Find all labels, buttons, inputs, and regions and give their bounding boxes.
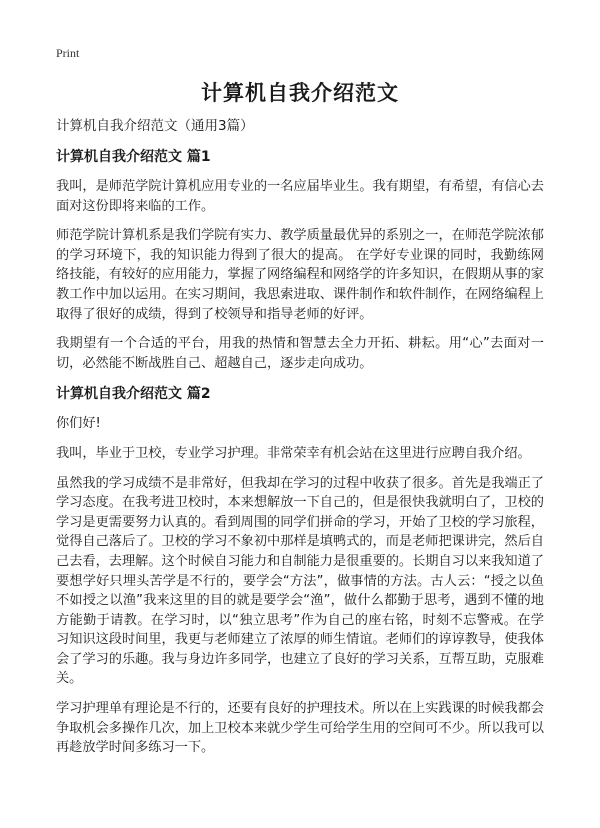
print-link[interactable]: Print <box>56 46 80 60</box>
section-heading-2: 计算机自我介绍范文 篇2 <box>56 386 211 403</box>
document-subtitle: 计算机自我介绍范文（通用3篇） <box>56 118 254 134</box>
paragraph: 我叫，是师范学院计算机应用专业的一名应届毕业生。我有期望，有希望，有信心去面对这份即将来临的工作。 <box>56 179 544 214</box>
paragraph: 你们好! <box>56 416 101 432</box>
paragraph: 我期望有一个合适的平台，用我的热情和智慧去全力开拓、耕耘。用“心”去面对一切，必然能不断战胜自己、超越自己，逐步走向成功。 <box>56 336 544 371</box>
paragraph: 虽然我的学习成绩不是非常好，但我却在学习的过程中收获了很多。首先是我端正了学习态度。在我考进卫校时，本来想解放一下自己的，但是很快我就明白了，卫校的学习是更需要努力认真的。看到周围的同学们拼命的学习，开始了卫校的学习旅程，觉得自己落后了。卫校的学习不象初中那样是填鸭式的，而是老师把课讲完，然后自己去看，去理解。这个时候自习能力和自制能力是很重要的。长期自习以来我知道了要想学好只埋头苦学是不行的，要学会“方法”，做事情的方法。古人云：“授之以鱼不如授之以渔”我来这里的目的就是要学会“渔”，做什么都勤于思考，遇到不懂的地方能勤于请教。在学习时，以“独立思考”作为自己的座右铭，时刻不忘警戒。在学习知识这段时间里，我更与老师建立了浓厚的师生情谊。老师们的谆谆教导，使我体会了学习的乐趣。我与身边许多同学，也建立了良好的学习关系，互帮互助，克服难关。 <box>56 475 544 687</box>
paragraph: 师范学院计算机系是我们学院有实力、教学质量最优异的系别之一，在师范学院浓郁的学习环境下，我的知识能力得到了很大的提高。 在学好专业课的同时，我勤练网络技能，有较好的应用能力，掌握了网络编程和网络学的许多知识，在假期从事的家教工作中加以运用。在实习期间，我思索进取、课件制作和软件制作，在网络编程上取得了很好的成绩，得到了校领导和指导老师的好评。 <box>56 228 544 322</box>
page-title: 计算机自我介绍范文 <box>201 81 399 105</box>
section-heading-1: 计算机自我介绍范文 篇1 <box>56 149 211 165</box>
paragraph: 学习护理单有理论是不行的，还要有良好的护理技术。所以在上实践课的时候我都会争取机会多操作几次，加上卫校本来就少学生可给学生用的空间可不少。所以我可以再趁放学时间多练习一下。 <box>56 701 544 756</box>
paragraph: 我叫，毕业于卫校，专业学习护理。非常荣幸有机会站在这里进行应聘自我介绍。 <box>56 445 531 461</box>
